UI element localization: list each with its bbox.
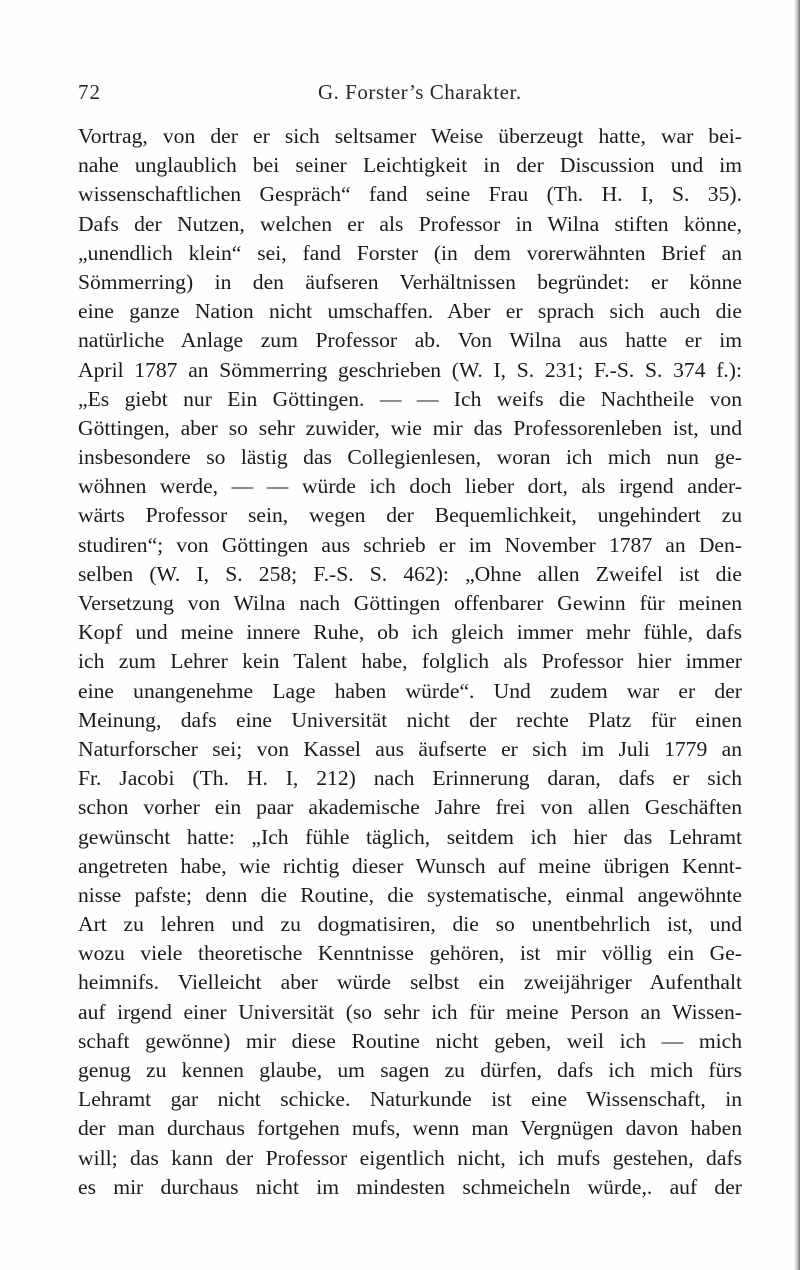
- running-head: [78, 80, 742, 108]
- text-line: heimnifs. Vielleicht aber würde selbst ein zweijähriger Aufenthalt: [78, 970, 742, 995]
- text-line: schaft gewönne) mir diese Routine nicht geben, weil ich — mich: [78, 1028, 742, 1053]
- text-line: angetreten habe, wie richtig dieser Wunsch auf meine übrigen Kennt-: [78, 853, 742, 878]
- text-line: Meinung, dafs eine Universität nicht der rechte Platz für einen: [78, 707, 742, 732]
- page-number: 72: [78, 80, 101, 104]
- text-line: „unendlich klein“ sei, fand Forster (in dem vorerwähnten Brief an: [78, 240, 742, 265]
- text-line: genug zu kennen glaube, um sagen zu dürfen, dafs ich mich fürs: [78, 1058, 742, 1082]
- body-text: [78, 122, 742, 1202]
- text-line: auf irgend einer Universität (so sehr ich für meine Person an Wissen-: [78, 999, 742, 1024]
- text-line: schon vorher ein paar akademische Jahre frei von allen Geschäften: [78, 795, 742, 820]
- text-line: wozu viele theoretische Kenntnisse gehören, ist mir völlig ein Ge-: [78, 941, 742, 966]
- text-line: April 1787 an Sömmerring geschrieben (W. I, S. 231; F.-S. S. 374 f.):: [78, 357, 742, 382]
- text-line: Göttingen, aber so sehr zuwider, wie mir das Professorenleben ist, und: [78, 415, 742, 440]
- text-line: wissenschaftlichen Gespräch“ fand seine Frau (Th. H. I, S. 35).: [78, 182, 742, 207]
- text-line: natürliche Anlage zum Professor ab. Von Wilna aus hatte er im: [78, 328, 742, 353]
- text-line: wärts Professor sein, wegen der Bequemlichkeit, ungehindert zu: [78, 503, 742, 528]
- text-line: Dafs der Nutzen, welchen er als Professor in Wilna stiften könne,: [78, 211, 742, 236]
- text-line: nisse pafste; denn die Routine, die systematische, einmal angewöhnte: [78, 882, 742, 907]
- page-edge-shadow: [794, 0, 800, 1270]
- text-line: Kopf und meine innere Ruhe, ob ich gleich immer mehr fühle, dafs: [78, 620, 742, 645]
- text-line: Vortrag, von der er sich seltsamer Weise überzeugt hatte, war bei-: [78, 124, 742, 148]
- text-line: „Es giebt nur Ein Göttingen. — — Ich weifs die Nachtheile von: [78, 386, 742, 411]
- text-line: wöhnen werde, — — würde ich doch lieber dort, als irgend ander-: [78, 474, 742, 499]
- text-line: eine ganze Nation nicht umschaffen. Aber er sprach sich auch die: [78, 299, 742, 324]
- text-line: eine unangenehme Lage haben würde“. Und zudem war er der: [78, 678, 742, 703]
- text-line: Naturforscher sei; von Kassel aus äufserte er sich im Juli 1779 an: [78, 736, 742, 761]
- text-line: selben (W. I, S. 258; F.-S. S. 462): „Ohne allen Zweifel ist die: [78, 561, 742, 586]
- text-line: es mir durchaus nicht im mindesten schmeicheln würde,. auf der: [78, 1174, 742, 1199]
- text-line: ich zum Lehrer kein Talent habe, folglich als Professor hier immer: [78, 649, 742, 674]
- text-line: Versetzung von Wilna nach Göttingen offenbarer Gewinn für meinen: [78, 591, 742, 615]
- text-line: der man durchaus fortgehen mufs, wenn man Vergnügen davon haben: [78, 1116, 742, 1141]
- text-line: Art zu lehren und zu dogmatisiren, die so unentbehrlich ist, und: [78, 912, 742, 937]
- text-line: will; das kann der Professor eigentlich nicht, ich mufs gestehen, dafs: [78, 1145, 742, 1170]
- text-line: Fr. Jacobi (Th. H. I, 212) nach Erinnerung daran, dafs er sich: [78, 766, 742, 791]
- text-line: studiren“; von Göttingen aus schrieb er im November 1787 an Den-: [78, 532, 742, 557]
- text-line: insbesondere so lästig das Collegienlesen, woran ich mich nun ge-: [78, 445, 742, 470]
- text-line: Sömmerring) in den äufseren Verhältnissen begründet: er könne: [78, 269, 742, 294]
- text-line: gewünscht hatte: „Ich fühle täglich, seitdem ich hier das Lehramt: [78, 824, 742, 849]
- text-line: nahe unglaublich bei seiner Leichtigkeit in der Discussion und im: [78, 153, 742, 178]
- text-line: Lehramt gar nicht schicke. Naturkunde ist eine Wissenschaft, in: [78, 1087, 742, 1112]
- running-title: G. Forster’s Charakter.: [318, 80, 522, 104]
